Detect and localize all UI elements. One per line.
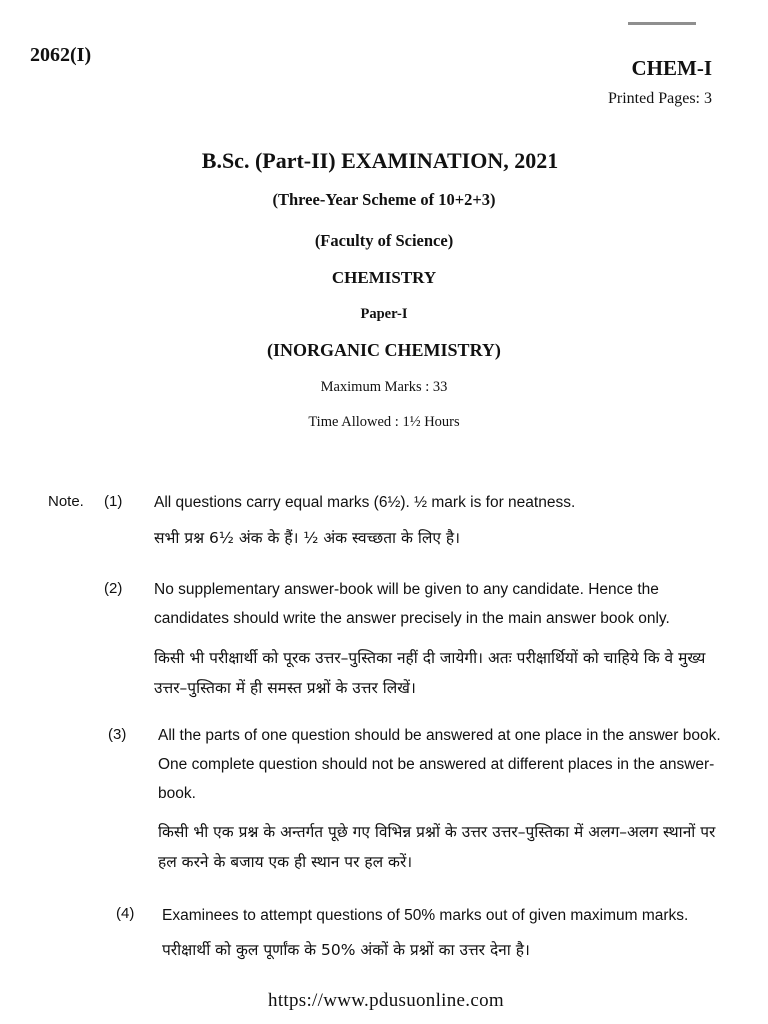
time-allowed: Time Allowed : 1½ Hours [308, 414, 460, 430]
printed-pages: Printed Pages: 3 [608, 90, 712, 107]
note-hindi-text: किसी भी एक प्रश्न के अन्तर्गत पूछे गए विभिन्न प्रश्नों के उत्तर उत्तर–पुस्तिका में अलग–अलग स्थानों पर हल करने के बजाय एक ही स्थान पर हल करें। [158, 823, 716, 871]
note-english-text: All questions carry equal marks (6½). ½ mark is for neatness. [154, 494, 576, 511]
maximum-marks: Maximum Marks : 33 [320, 379, 448, 395]
note-hindi-text: परीक्षार्थी को कुल पूर्णांक के 50% अंकों के प्रश्नों का उत्तर देना है। [162, 941, 530, 959]
scheme-line: (Three-Year Scheme of 10+2+3) [272, 190, 496, 209]
note-number: (4) [116, 905, 135, 922]
note-english-text: No supplementary answer-book will be given to any candidate. Hence the candidates should write the answer precisely in the main answer book only. [154, 581, 670, 627]
note-english-text: Examinees to attempt questions of 50% marks out of given maximum marks. [162, 907, 689, 924]
faculty-line: (Faculty of Science) [314, 231, 454, 250]
note-hindi-text: किसी भी परीक्षार्थी को पूरक उत्तर–पुस्तिका नहीं दी जायेगी। अतः परीक्षार्थियों को चाहिये कि वे मुख्य उत्तर–पुस्तिका में ही समस्त प्रश्नों के उत्तर लिखें। [154, 649, 706, 697]
note-hindi-text: सभी प्रश्न 6½ अंक के हैं। ½ अंक स्वच्छता के लिए है। [154, 529, 460, 547]
paper-name: (INORGANIC CHEMISTRY) [267, 340, 501, 360]
footer-url-link[interactable]: https://www.pdusuonline.com [268, 990, 504, 1011]
note-english-text: All the parts of one question should be answered at one place in the answer book. One complete question should not be answered at different places in the answer-book. [158, 727, 721, 802]
exam-title: B.Sc. (Part-II) EXAMINATION, 2021 [201, 148, 559, 173]
scan-mark-top [628, 22, 696, 25]
subject-title: CHEMISTRY [331, 268, 437, 287]
note-label: Note. [48, 493, 84, 510]
note-number: (1) [104, 493, 123, 510]
subject-code: CHEM-I [631, 56, 712, 80]
paper-code: 2062(I) [30, 44, 92, 66]
note-number: (2) [104, 580, 123, 597]
paper-number: Paper-I [360, 306, 408, 322]
note-number: (3) [108, 726, 127, 743]
